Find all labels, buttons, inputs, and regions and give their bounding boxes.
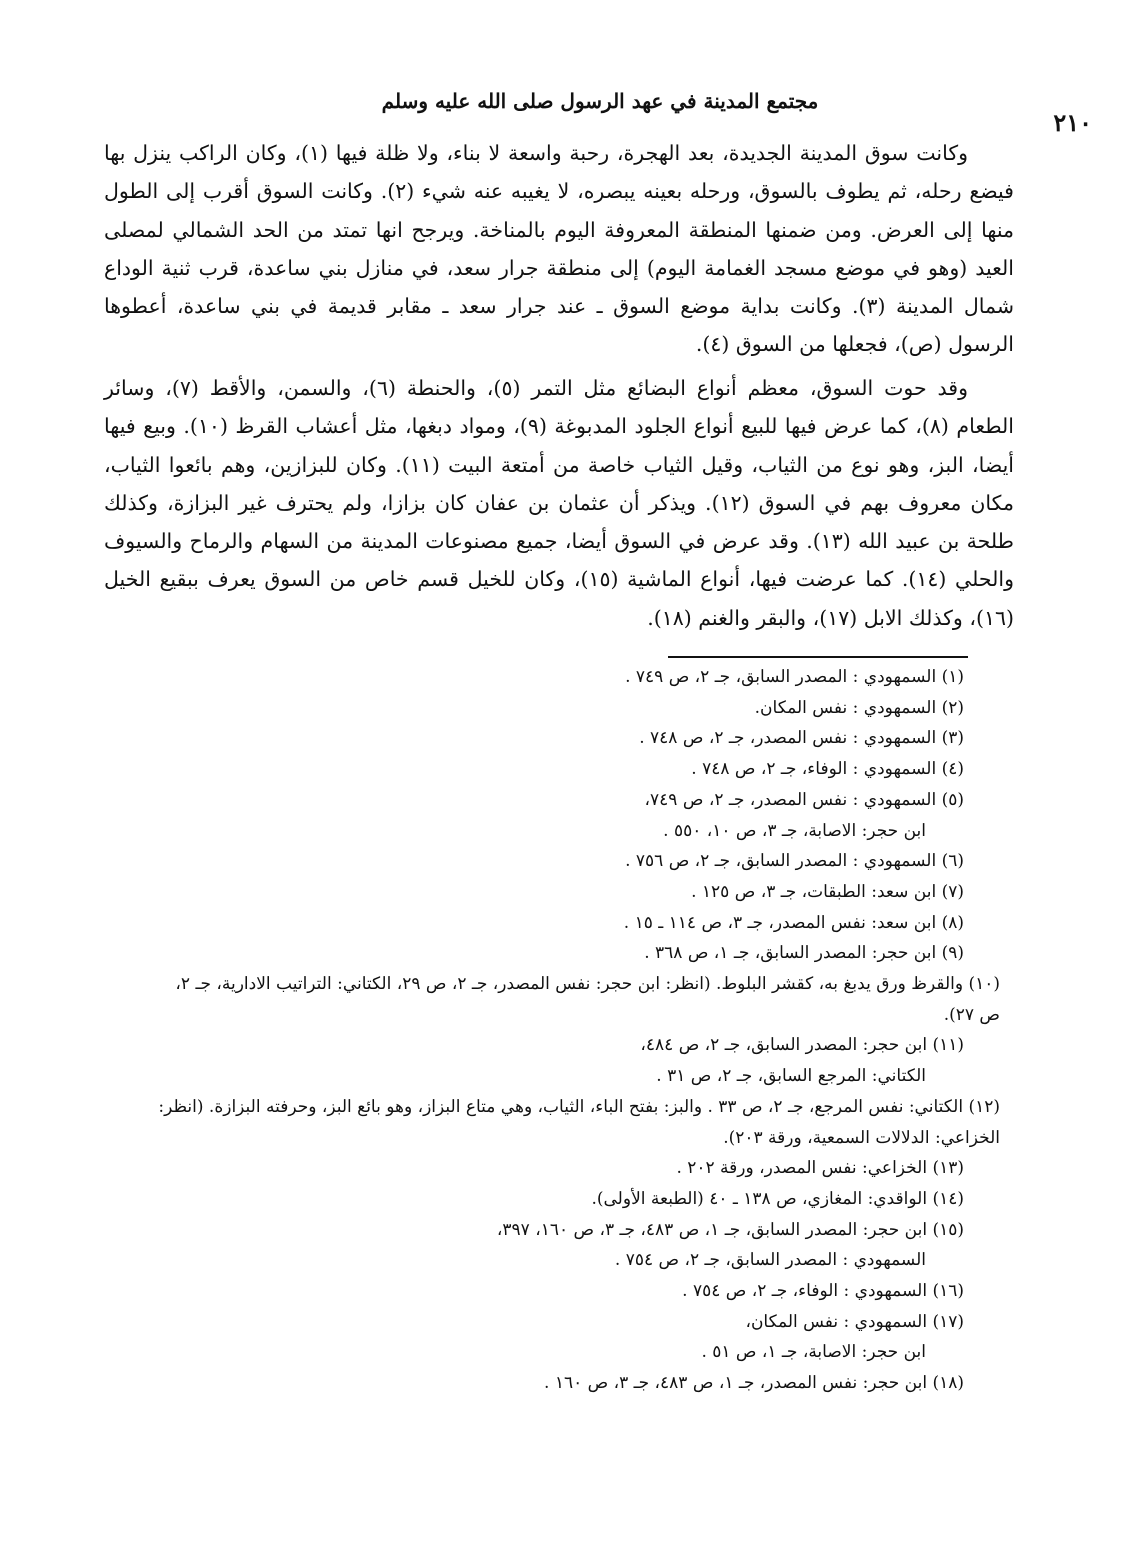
footnote-line: (٢) السمهودي : نفس المكان.: [754, 697, 964, 718]
footnote-line: (١) السمهودي : المصدر السابق، جـ ٢، ص ٧٤٩ .: [625, 667, 964, 687]
footnote-line: (١٠) والقرظ ورق يدبغ به، كقشر البلوط. (انظر: ابن حجر: نفس المصدر، جـ ٢، ص ٢٩، الكتاني: التراتيب الادارية، جـ ٢،: [175, 974, 1000, 995]
footnote-line: (١٨) ابن حجر: نفس المصدر، جـ ١، ص ٤٨٣، جـ ٣، ص ١٦٠ .: [544, 1373, 964, 1394]
footnote-line: ابن حجر: الاصابة، جـ ٣، ص ١٠، ٥٥٠ .: [663, 820, 926, 841]
footnotes-section: [104, 662, 1000, 1399]
footnote-line: الكتاني: المرجع السابق، جـ ٢، ص ٣١ .: [656, 1066, 926, 1087]
footnote-line: (١٣) الخزاعي: نفس المصدر، ورقة ٢٠٢ .: [676, 1158, 964, 1179]
page-number: ٢١٠: [1053, 108, 1092, 137]
footnote-line: (١٢) الكتاني: نفس المرجع، جـ ٢، ص ٣٣ . والبز: بفتح الباء، الثياب، وهي متاع البزاز، وهو بائع البز، وحرفته البزازة. (انظر:: [158, 1096, 1000, 1117]
running-title: مجتمع المدينة في عهد الرسول صلى الله عليه وسلم: [381, 89, 819, 113]
footnote-line: (٨) ابن سعد: نفس المصدر، جـ ٣، ص ١١٤ ـ ١٥ .: [623, 912, 964, 933]
body-paragraph-1: [104, 134, 1014, 364]
footnote-line: (١٥) ابن حجر: المصدر السابق، جـ ١، ص ٤٨٣، جـ ٣، ص ١٦٠، ٣٩٧،: [496, 1219, 964, 1240]
footnote-line: (٧) ابن سعد: الطبقات، جـ ٣، ص ١٢٥ .: [691, 881, 964, 902]
footnote-line: (٥) السمهودي : نفس المصدر، جـ ٢، ص ٧٤٩،: [644, 789, 964, 810]
footnote-line: السمهودي : المصدر السابق، جـ ٢، ص ٧٥٤ .: [614, 1250, 926, 1271]
footnote-line: (١٧) السمهودي : نفس المكان،: [745, 1311, 964, 1332]
footnote-line: (١١) ابن حجر: المصدر السابق، جـ ٢، ص ٤٨٤،: [640, 1035, 964, 1056]
body-paragraph-2: [104, 369, 1014, 637]
footnote-line: (٣) السمهودي : نفس المصدر، جـ ٢، ص ٧٤٨ .: [639, 728, 964, 749]
footnote-separator: [668, 656, 968, 658]
footnote-line: (٦) السمهودي : المصدر السابق، جـ ٢، ص ٧٥٦ .: [625, 851, 964, 872]
footnote-line: الخزاعي: الدلالات السمعية، ورقة ٢٠٣).: [723, 1127, 1000, 1148]
paragraph-text: وقد حوت السوق، معظم أنواع البضائع مثل التمر (٥)، والحنطة (٦)، والسمن، والأقط (٧)، وسائر الطعام (٨)، كما عرض فيها للبيع أنواع الجلود المدبوغة (٩)، ومواد دبغها، مثل أعشاب القرظ (١٠). وبيع فيها أيضا، البز، وهو نوع من الثياب، وقيل الثياب خاصة من أمتعة البيت (١١). وكان للبزازين، وهم بائعوا الثياب، مكان معروف بهم في السوق (١٢). ويذكر أن عثمان بن عفان كان بزازا، ولم يحترف غير البزازة، وكذلك طلحة بن عبيد الله (١٣). وقد عرض في السوق أيضا، جميع مصنوعات المدينة من السهام والرماح والسيوف والحلي (١٤). كما عرضت فيها، أنواع الماشية (١٥)، وكان للخيل قسم خاص من السوق يعرف ببقيع الخيل (١٦)، وكذلك الابل (١٧)، والبقر والغنم (١٨).: [104, 376, 1014, 630]
paragraph-text: وكانت سوق المدينة الجديدة، بعد الهجرة، رحبة واسعة لا بناء، ولا ظلة فيها (١)، وكان الراكب ينزل بها فيضع رحله، ثم يطوف بالسوق، ورحله بعينه يبصره، لا يغيبه عنه شيء (٢). وكانت السوق أقرب إلى الطول منها إلى العرض. ومن ضمنها المنطقة المعروفة اليوم بالمناخة. ويرجح انها تمتد من الحد الشمالي لمصلى العيد (وهو في موضع مسجد الغمامة اليوم) إلى منطقة جرار سعد، في منازل بني ساعدة، قرب ثنية الوداع شمال المدينة (٣). وكانت بداية موضع السوق ـ عند جرار سعد ـ مقابر قديمة في بني ساعدة، أعطوها الرسول (ص)، فجعلها من السوق (٤).: [104, 141, 1014, 357]
footnote-line: ص ٢٧).: [943, 1004, 1000, 1025]
footnote-line: (١٤) الواقدي: المغازي، ص ١٣٨ ـ ٤٠ (الطبعة الأولى).: [591, 1188, 964, 1209]
footnote-line: (٩) ابن حجر: المصدر السابق، جـ ١، ص ٣٦٨ .: [644, 943, 964, 964]
footnote-line: (٤) السمهودي : الوفاء، جـ ٢، ص ٧٤٨ .: [691, 759, 964, 780]
footnote-line: (١٦) السمهودي : الوفاء، جـ ٢، ص ٧٥٤ .: [682, 1281, 964, 1302]
footnote-line: ابن حجر: الاصابة، جـ ١، ص ٥١ .: [701, 1342, 926, 1363]
